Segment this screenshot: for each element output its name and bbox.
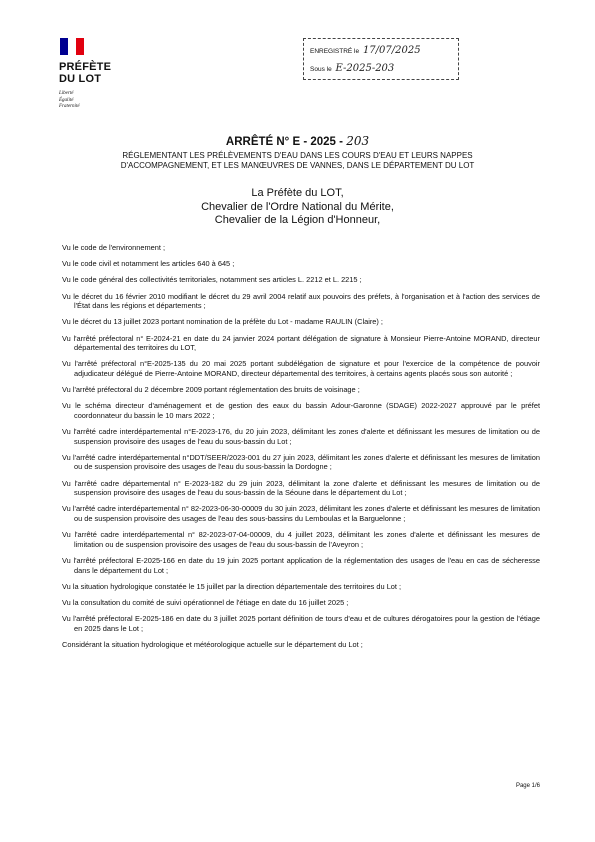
- stamp-number-value: E-2025-203: [335, 63, 395, 74]
- vistas-item: Vu l'arrêté préfectoral E-2025-186 en date du 3 juillet 2025 portant définition de tours d'eau et de cultures dérogatoires pour la gestion de l'étiage en 2025 dans le Lot ;: [62, 614, 540, 633]
- decree-subtitle: RÉGLEMENTANT LES PRÉLÈVEMENTS D'EAU DANS LES COURS D'EAU ET LEURS NAPPES D'ACCOMPAGNEMENT, ET LES MANŒUVRES DE VANNES, DANS LE DÉPARTEMENT DU LOT: [120, 151, 475, 170]
- registration-stamp: [303, 38, 459, 80]
- vistas-item: Vu le schéma directeur d'aménagement et de gestion des eaux du bassin Adour-Garonne (SDAGE) 2022-2027 approuvé par le préfet coordonnateur du bassin le 10 mars 2022 ;: [62, 401, 540, 420]
- authority-line-3: Chevalier de la Légion d'Honneur,: [214, 214, 381, 226]
- vistas-list: [62, 243, 540, 656]
- decree-title-text: ARRÊTÉ N° E - 2025 -: [225, 136, 343, 148]
- decree-number: 203: [346, 134, 370, 148]
- flag-red-band: [76, 38, 84, 55]
- vistas-item: Vu l'arrêté cadre interdépartemental n° 82-2023-06-30-00009 du 30 juin 2023, délimitant les zones d'alerte et définissant les mesures de limitation ou de suspension provisoire des usages de l'eau des sous-bassins du Lemboulas et la Barguelonne ;: [62, 504, 540, 523]
- stamp-number-row: [310, 63, 394, 74]
- vistas-item: Vu le code général des collectivités territoriales, notamment ses articles L. 2212 et L. 2215 ;: [62, 275, 362, 285]
- stamp-registered-date: 17/07/2025: [362, 45, 421, 56]
- republic-motto: [59, 91, 129, 111]
- considering-item: Considérant la situation hydrologique et météorologique actuelle sur le département du Lot ;: [62, 639, 363, 649]
- vistas-item: Vu l'arrêté cadre interdépartemental n° 82-2023-07-04-00009, du 4 juillet 2023, délimitant les zones d'alerte et définissant les mesures de limitation ou de suspension provisoire des usages de l'eau du sous-bassin de l'Aveyron ;: [62, 530, 540, 549]
- vistas-item: Vu l'arrêté préfectoral E-2025-166 en date du 19 juin 2025 portant application de la réglementation des usages de l'eau en cas de sécheresse dans le département du Lot ;: [62, 555, 540, 575]
- stamp-registered-label: ENREGISTRÉ le: [310, 48, 360, 55]
- vistas-item: Vu l'arrêté cadre interdépartemental n°DDT/SEER/2023-001 du 27 juin 2023, délimitant les zones d'alerte et définissant les mesures de limitation ou de suspension provisoire des usages de l'eau du sous-bassin la Dordogne ;: [62, 452, 540, 472]
- authority-line-1: La Préfète du LOT,: [251, 187, 344, 199]
- brand-line-2: DU LOT: [59, 73, 102, 85]
- vistas-item: Vu l'arrêté préfectoral du 2 décembre 2009 portant réglementation des bruits de voisinage ;: [62, 385, 360, 395]
- vistas-item: Vu le code de l'environnement ;: [62, 243, 166, 252]
- flag-blue-band: [60, 38, 68, 55]
- vistas-item: Vu l'arrêté préfectoral n° E-2024-21 en date du 24 janvier 2024 portant délégation de signature à Monsieur Pierre-Antoine MORAND, directeur départemental des territoires du LOT,: [62, 333, 540, 353]
- authority-block: [150, 187, 445, 228]
- motto-egalite: Égalité: [59, 97, 74, 103]
- authority-line-2: Chevalier de l'Ordre National du Mérite,: [201, 200, 394, 213]
- vistas-item: Vu l'arrêté cadre interdépartemental n°E-2023-176, du 20 juin 2023, délimitant les zones d'alerte et définissant les mesures de limitation ou de suspension provisoire des usages de l'eau du sous-bassin du Lot ;: [62, 427, 540, 446]
- vistas-item: Vu l'arrêté préfectoral n°E-2025-135 du 20 mai 2025 portant subdélégation de signature et pour l'exercice de la compétence de pouvoir adjudicateur délégué de Pierre-Antoine MORAND, directeur départemental des territoires, à certains agents placés sous son autorité ;: [62, 359, 540, 378]
- vistas-item: Vu l'arrêté cadre départemental n° E-2023-182 du 29 juin 2023, délimitant la zone d'alerte et définissant les mesures de limitation ou de suspension provisoire des usages de l'eau du sous-bassin de la Séoune dans le département du Lot ;: [62, 478, 540, 498]
- motto-fraternite: Fraternité: [59, 104, 80, 109]
- prefecture-logo: [59, 38, 129, 111]
- brand-line-1: PRÉFÈTE: [59, 61, 112, 73]
- vistas-item: Vu la situation hydrologique constatée le 15 juillet par la direction départementale des territoires du Lot ;: [62, 581, 402, 591]
- motto-liberte: Liberté: [59, 91, 74, 96]
- stamp-number-label: Sous le: [310, 66, 332, 73]
- page-number: Page 1/6: [515, 783, 540, 789]
- stamp-registered-row: [310, 45, 421, 56]
- vistas-item: Vu le code civil et notamment les articles 640 à 645 ;: [62, 259, 235, 269]
- vistas-item: Vu la consultation du comité de suivi opérationnel de l'étiage en date du 16 juillet 2025 ;: [62, 597, 349, 607]
- decree-title: [0, 134, 595, 148]
- french-flag-icon: [60, 38, 84, 55]
- vistas-item: Vu le décret du 13 juillet 2023 portant nomination de la préfète du Lot - madame RAULIN (Claire) ;: [62, 317, 383, 327]
- flag-white-band: [68, 38, 76, 55]
- vistas-item: Vu le décret du 16 février 2010 modifiant le décret du 29 avril 2004 relatif aux pouvoirs des préfets, à l'organisation et à l'action des services de l'État dans les régions et départements ;: [62, 291, 540, 311]
